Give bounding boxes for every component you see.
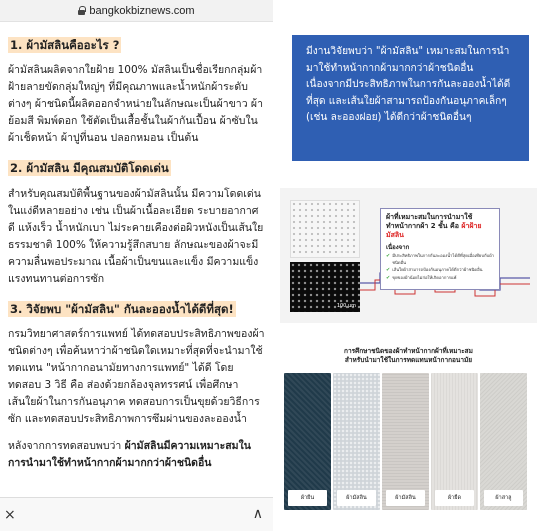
section-paragraph-4 <box>8 438 265 472</box>
fabric-label: ผ้ายีน <box>288 490 327 506</box>
close-icon[interactable]: × <box>4 507 16 523</box>
scale-label: 100 µm <box>336 303 356 309</box>
section-paragraph-3: กรมวิทยาศาสตร์การแพทย์ ได้ทดสอบประสิทธิภาพของผ้าชนิดต่างๆ เพื่อค้นหาว่าผ้าชนิดใดเหมาะที่สุดที่จะนำมาใช้ทดแทน "หน้ากากอนามัยทางการแพทย์" ได้ดี โดยทดสอบ 3 วิธี คือ ส่องด้วยกล้องจุลทรรศน์ เพื่อศึกษาเส้นใยผ้าในการกันอนุภาค ทดสอบการเป็นขุยด้วยวิธีการซัก และทดสอบประสิทธิภาพการซึมผ่านของละอองน้ำ <box>8 328 265 426</box>
section-heading-1: 1. ผ้ามัสลินคืออะไร ? <box>10 38 120 52</box>
fabric-sample <box>333 373 380 510</box>
fabric-label: ผ้ามัสลิน <box>386 490 425 506</box>
card-title <box>386 213 494 239</box>
fabric-comparison <box>280 345 537 518</box>
section-heading-2: 2. ผ้ามัสลิน มีคุณสมบัติโดดเด่น <box>10 161 169 176</box>
fabric-label: ผ้ายืด <box>435 490 474 506</box>
card-title-line-2-start: ทำหน้ากากผ้า 2 ชั้น คือ <box>386 221 462 230</box>
lock-icon <box>78 6 85 15</box>
address-bar[interactable] <box>0 0 273 22</box>
muslin-infographic <box>280 188 537 323</box>
section-paragraph-2: สำหรับคุณสมบัติพื้นฐานของผ้ามัสลินนั้น มีความโดดเด่นในแง่ดีหลายอย่าง เช่น เป็นผ้าเนื้อละเอียด ระบายอากาศดี แห้งเร็ว น้ำหนักเบา ไม่ระคายเคืองต่อผิวหนังเป็นเส้นใยธรรมชาติ 100% ให้ความรู้สึกสบาย ลักษณะของผ้าจะมีความลื่นพอประมาณ เนื้อผ้าเป็นขนและแข็ง มีความแข็งแรงทนทานต่อการซัก <box>8 187 264 285</box>
research-summary-box <box>292 35 529 161</box>
check-icon: ✔ <box>386 253 391 260</box>
info-card <box>380 208 500 290</box>
url-text: bangkokbiznews.com <box>89 4 195 17</box>
card-point: ✔ ขุยของผ้าน้อยไม่ก่อให้เกิดอาการแพ้ <box>386 275 457 282</box>
fabric-sample <box>480 373 527 510</box>
comparison-title-line-2: สำหรับนำมาใช้ในการทดแทนหน้ากากอนามัย <box>344 356 473 365</box>
fabric-samples <box>284 373 527 510</box>
fabric-label: ผ้าสาลู <box>484 490 523 506</box>
fabric-sample <box>431 373 478 510</box>
browser-bottom-bar <box>0 497 273 531</box>
card-title-line-1: ผ้าที่เหมาะสมในการนำมาใช้ <box>386 213 473 221</box>
paragraph-4-bold: ผ้ามัสลินมีความเหมาะสมในการนำมาใช้ทำหน้ากากผ้ามากกว่าผ้าชนิดอื่น <box>8 440 251 470</box>
card-title-line-2 <box>386 222 494 240</box>
comparison-title-line-1: การศึกษาชนิดของผ้าทำหน้ากากผ้าที่เหมาะสม <box>344 347 473 355</box>
check-icon: ✔ <box>386 266 391 273</box>
paragraph-4-start: หลังจากการทดสอบพบว่า <box>8 440 125 453</box>
fabric-label: ผ้ามัสลิน <box>337 490 376 506</box>
article-body <box>0 22 273 472</box>
comparison-title <box>280 347 537 365</box>
card-point: ✔ เส้นใยผ้าสามารถป้องกันอนุภาคได้ดีกว่าผ้าชนิดอื่น <box>386 266 483 273</box>
fabric-closeup-image <box>290 200 360 258</box>
fabric-sample <box>284 373 331 510</box>
research-summary-text: มีงานวิจัยพบว่า "ผ้ามัสลิน" เหมาะสมในการนำมาใช้ทำหน้ากากผ้ามากกว่าผ้าชนิดอื่น เนื่องจากมีประสิทธิภาพในการกันละอองน้ำได้ดีที่สุด และเส้นใยผ้าสามารถป้องกันอนุภาคเล็กๆ (เช่น ละอองฝอย) ได้ดีกว่าผ้าชนิดอื่นๆ <box>306 46 511 124</box>
card-subtitle: เนื่องจาก <box>386 244 410 252</box>
chevron-up-icon[interactable]: ∧ <box>252 506 263 522</box>
card-title-highlight: ผ้าฝ้ายมัสลิน <box>386 221 482 239</box>
card-point: ✔ มีประสิทธิภาพในการกันละอองน้ำได้ดีที่สุดเมื่อเทียบกับผ้าชนิดอื่น <box>386 253 494 265</box>
microscope-image <box>290 262 360 312</box>
check-icon: ✔ <box>386 275 391 282</box>
section-heading-3: 3. วิจัยพบ "ผ้ามัสลิน" กันละอองน้ำได้ดีที่สุด! <box>10 301 234 316</box>
section-paragraph-1: ผ้ามัสลินผลิตจากใยฝ้าย 100% มัสลินเป็นชื่อเรียกกลุ่มผ้าฝ้ายลายขัดกลุ่มใหญ่ๆ ที่มีคุณภาพและน้ำหนักผ้าระดับต่างๆ ผ้าชนิดนี้ผลิตออกจำหน่ายในลักษณะเป็นผ้าขาว ผ้าย้อมสี พิมพ์ดอก ใช้ตัดเป็นเสื้อชั้นในผ้ากันเปื้อน ผ้าซับใน ผ้าเช็ดหน้า ผ้าปูที่นอน ปลอกหมอน เป็นต้น <box>8 64 263 145</box>
fabric-sample <box>382 373 429 510</box>
